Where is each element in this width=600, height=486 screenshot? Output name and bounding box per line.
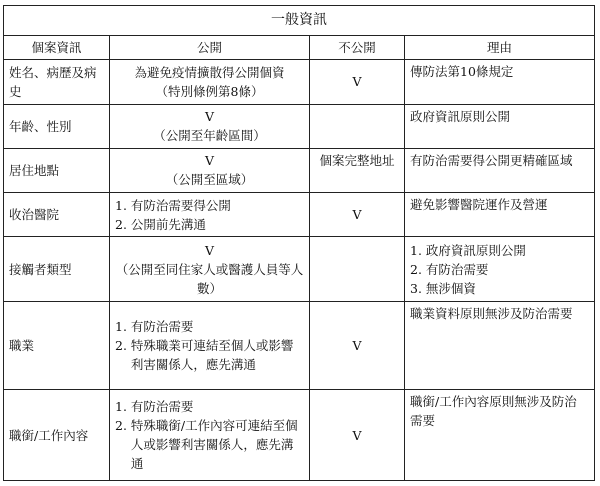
not-public-cell: V (310, 301, 405, 390)
table-title: 一般資訊 (4, 6, 595, 36)
not-public-cell (310, 237, 405, 301)
public-line: （公開至年齡區間） (153, 128, 266, 144)
field-cell: 接觸者類型 (4, 237, 110, 301)
reason-cell: 職業資料原則無涉及防治需要 (405, 301, 595, 390)
reason-cell: 職銜/工作內容原則無涉及防治需要 (405, 390, 595, 481)
public-line: V (204, 109, 215, 125)
table-row (4, 301, 595, 390)
list-item: 1. 有防治需要得公開 (115, 197, 231, 213)
field-cell: 姓名、病歷及病史 (4, 60, 110, 104)
public-line: V (204, 153, 215, 169)
table-row (4, 104, 595, 148)
list-item: 2. 有防治需要 (410, 261, 489, 277)
public-cell (110, 390, 310, 481)
header-public: 公開 (110, 36, 310, 60)
table-row (4, 237, 595, 301)
list-item: 2. 特殊職業可連結至個人或影響利害關係人，應先溝通 (115, 338, 294, 373)
table-row (4, 148, 595, 192)
public-line: 為避免疫情擴散得公開個資 (134, 64, 285, 80)
reason-cell: 傳防法第10條規定 (405, 60, 595, 104)
public-cell (110, 60, 310, 104)
not-public-cell (310, 104, 405, 148)
public-cell (110, 301, 310, 390)
not-public-cell: V (310, 60, 405, 104)
info-table (3, 5, 595, 481)
field-cell: 職銜/工作內容 (4, 390, 110, 481)
field-cell: 居住地點 (4, 148, 110, 192)
not-public-cell: V (310, 193, 405, 237)
list-item: 1. 有防治需要 (115, 319, 194, 335)
field-cell: 年齡、性別 (4, 104, 110, 148)
public-cell (110, 148, 310, 192)
table-row (4, 60, 595, 104)
reason-cell: 避免影響醫院運作及營運 (405, 193, 595, 237)
public-line: V (204, 242, 215, 258)
field-cell: 職業 (4, 301, 110, 390)
public-cell (110, 237, 310, 301)
header-case-info: 個案資訊 (4, 36, 110, 60)
public-line: （特別條例第8條） (155, 83, 264, 99)
table-row (4, 193, 595, 237)
not-public-cell: 個案完整地址 (310, 148, 405, 192)
field-cell: 收治醫院 (4, 193, 110, 237)
list-item: 3. 無涉個資 (410, 280, 476, 296)
public-line: （公開至區域） (165, 172, 254, 188)
not-public-cell: V (310, 390, 405, 481)
reason-cell: 有防治需要得公開更精確區域 (405, 148, 595, 192)
table-row (4, 390, 595, 481)
reason-cell (405, 237, 595, 301)
list-item: 1. 政府資訊原則公開 (410, 242, 526, 258)
reason-cell: 政府資訊原則公開 (405, 104, 595, 148)
list-item: 1. 有防治需要 (115, 399, 194, 415)
public-line: （公開至同住家人或醫護人員等人數） (115, 261, 304, 296)
header-not-public: 不公開 (310, 36, 405, 60)
header-reason: 理由 (405, 36, 595, 60)
list-item: 2. 公開前先溝通 (115, 216, 206, 232)
list-item: 2. 特殊職銜/工作內容可連結至個人或影響利害關係人，應先溝通 (115, 418, 298, 472)
public-cell (110, 104, 310, 148)
public-cell (110, 193, 310, 237)
